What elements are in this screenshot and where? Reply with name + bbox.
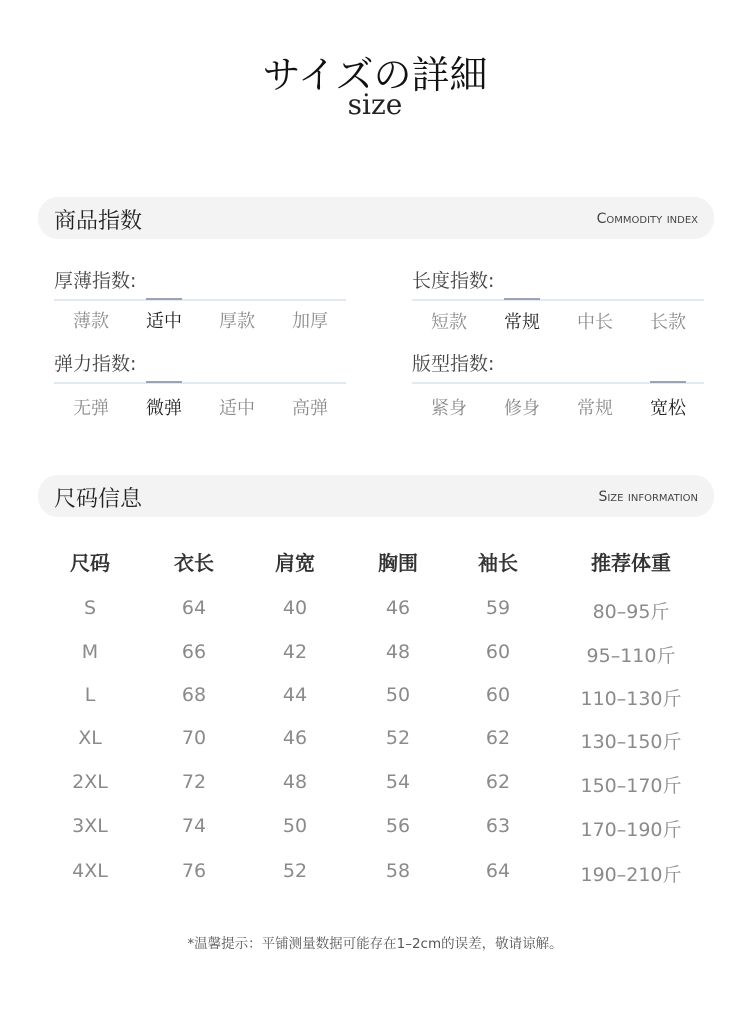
table-cell: 68: [181, 684, 207, 706]
index-scale-line: [412, 382, 704, 384]
index-selected-marker: [146, 381, 182, 383]
table-cell: M: [81, 641, 99, 663]
commodity-index-bar: [38, 197, 714, 239]
table-cell: 60: [485, 684, 511, 706]
index-option: 宽松: [650, 398, 686, 419]
index-option: 常规: [577, 398, 613, 419]
table-cell: 58: [385, 860, 411, 882]
index-option: 短款: [431, 312, 467, 333]
table-cell: 95–110斤: [586, 645, 676, 667]
table-cell: 4XL: [72, 860, 108, 882]
size-info-subtitle: Size information: [598, 489, 698, 505]
table-cell: 150–170斤: [580, 775, 682, 797]
table-cell: 60: [485, 641, 511, 663]
table-cell: 54: [385, 771, 411, 793]
table-header-cell: 袖长: [478, 551, 518, 575]
size-info-bar: [38, 475, 714, 517]
index-option: 适中: [219, 398, 255, 419]
index-option: 中长: [577, 312, 613, 333]
table-cell: 42: [282, 641, 308, 663]
table-cell: 110–130斤: [580, 688, 682, 710]
table-cell: 190–210斤: [580, 864, 682, 886]
index-label: 弹力指数:: [54, 353, 137, 375]
table-cell: 62: [485, 771, 511, 793]
table-cell: 72: [181, 771, 207, 793]
table-cell: 44: [282, 684, 308, 706]
index-option: 微弹: [146, 398, 182, 419]
index-option: 高弹: [292, 398, 328, 419]
table-header-cell: 胸围: [378, 551, 418, 575]
index-option: 无弹: [73, 398, 109, 419]
index-selected-marker: [146, 298, 182, 300]
table-cell: 50: [282, 815, 308, 837]
table-cell: S: [83, 597, 97, 619]
index-option: 加厚: [292, 311, 328, 332]
table-cell: 46: [282, 727, 308, 749]
page-title: サイズの詳細: [262, 53, 488, 97]
index-label: 厚薄指数:: [54, 270, 137, 292]
table-cell: 52: [282, 860, 308, 882]
table-header-cell: 推荐体重: [591, 551, 671, 575]
table-cell: 59: [485, 597, 511, 619]
table-cell: 3XL: [72, 815, 108, 837]
table-cell: 52: [385, 727, 411, 749]
index-option: 紧身: [431, 398, 467, 419]
table-cell: 70: [181, 727, 207, 749]
index-option: 长款: [650, 312, 686, 333]
index-option: 厚款: [219, 311, 255, 332]
table-cell: 40: [282, 597, 308, 619]
table-cell: 48: [282, 771, 308, 793]
page-subtitle: size: [347, 88, 403, 121]
table-cell: 66: [181, 641, 207, 663]
index-selected-marker: [504, 298, 540, 300]
table-cell: 48: [385, 641, 411, 663]
table-cell: 80–95斤: [592, 601, 670, 623]
measurement-note: *温馨提示：平铺测量数据可能存在1–2cm的误差，敬请谅解。: [187, 936, 563, 952]
table-header-cell: 衣长: [174, 551, 214, 575]
table-header-cell: 肩宽: [275, 551, 315, 575]
table-cell: 56: [385, 815, 411, 837]
table-cell: 130–150斤: [580, 731, 682, 753]
table-cell: 46: [385, 597, 411, 619]
index-label: 版型指数:: [412, 353, 495, 375]
table-cell: 64: [181, 597, 207, 619]
size-info-title: 尺码信息: [54, 487, 143, 512]
index-scale-line: [412, 299, 704, 301]
table-cell: 170–190斤: [580, 819, 682, 841]
index-option: 常规: [504, 312, 540, 333]
table-cell: 76: [181, 860, 207, 882]
table-cell: 64: [485, 860, 511, 882]
index-scale-line: [54, 382, 346, 384]
table-cell: 2XL: [72, 771, 108, 793]
index-label: 长度指数:: [412, 270, 495, 292]
index-selected-marker: [650, 381, 686, 383]
index-option: 修身: [504, 398, 540, 419]
table-cell: 62: [485, 727, 511, 749]
commodity-index-title: 商品指数: [54, 209, 143, 234]
table-cell: L: [84, 684, 96, 706]
table-cell: XL: [78, 727, 102, 749]
index-option: 适中: [146, 311, 182, 332]
commodity-index-subtitle: Commodity index: [596, 211, 698, 227]
index-scale-line: [54, 299, 346, 301]
index-option: 薄款: [73, 311, 109, 332]
table-cell: 74: [181, 815, 207, 837]
table-header-cell: 尺码: [70, 551, 110, 575]
table-cell: 50: [385, 684, 411, 706]
table-cell: 63: [485, 815, 511, 837]
